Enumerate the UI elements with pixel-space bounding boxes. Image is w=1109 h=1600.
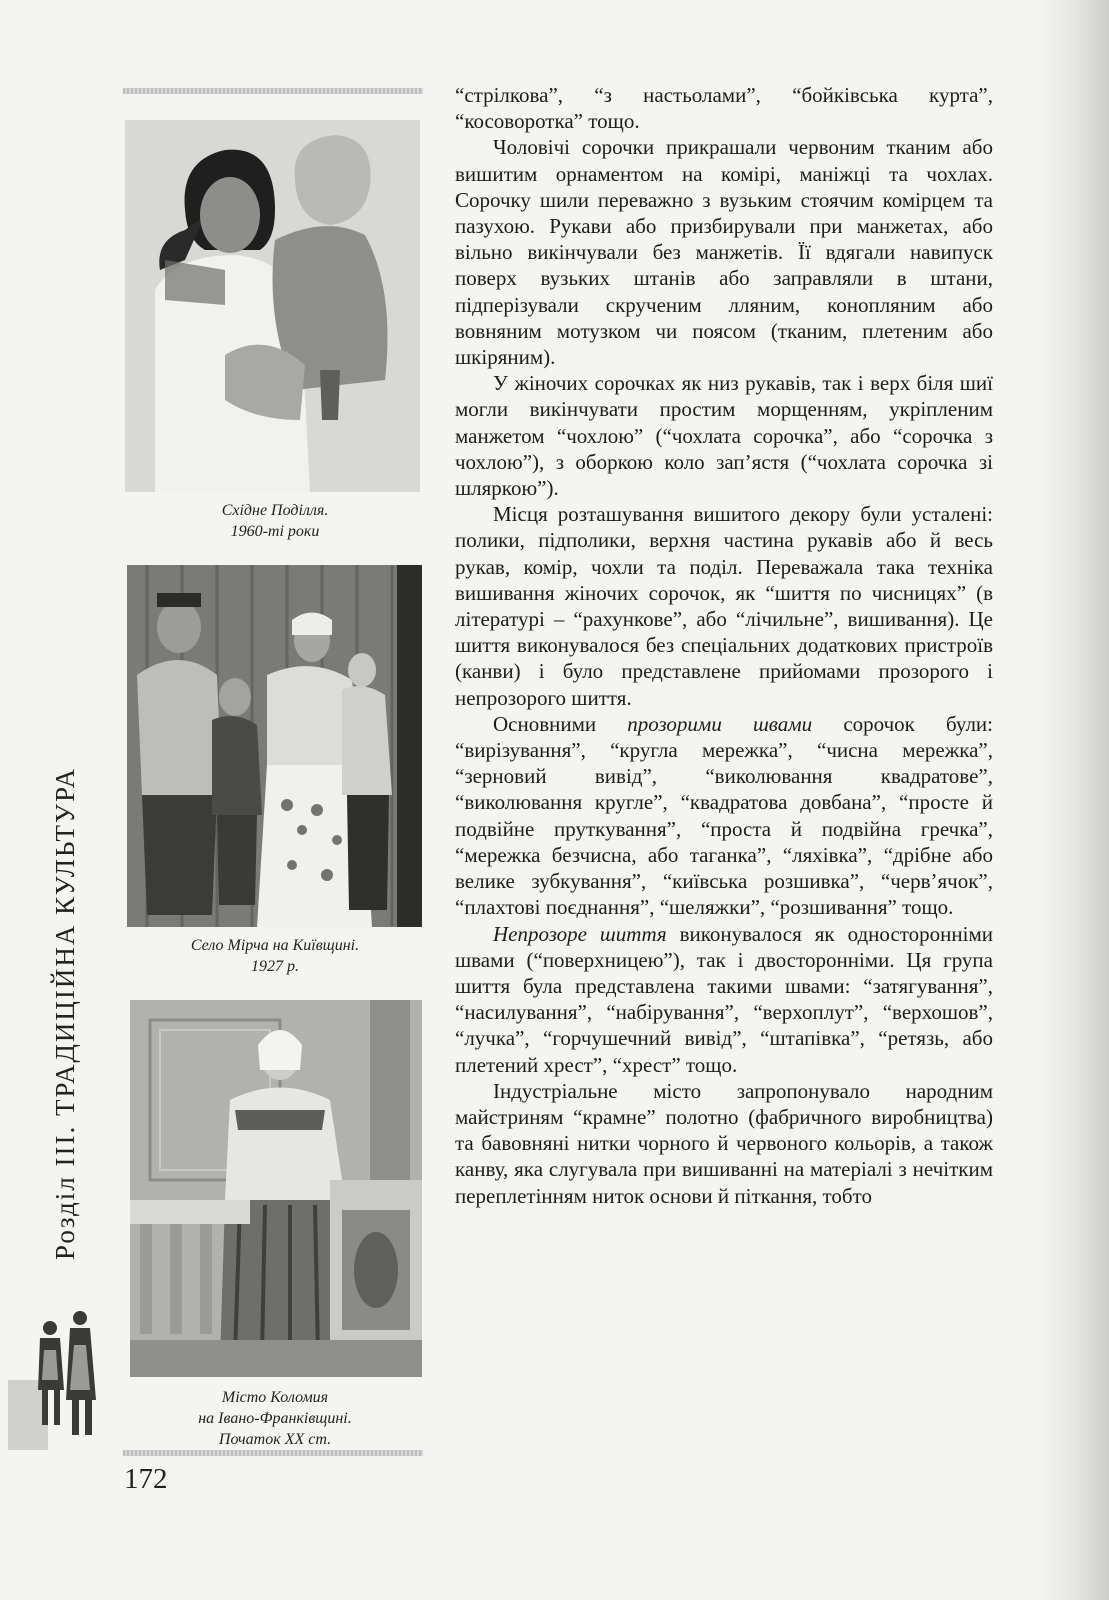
caption-line: Початок XX ст. [218,1431,332,1448]
photo-woman-with-child [125,120,420,492]
paragraph: У жіночих сорочках як низ рукавів, так і верх біля шиї могли викінчувати простим морщенням, укріпленим манжетом “чохлою” (“чохлата сорочка”, або “сорочка з чохлою”), з оборкою коло зап’ястя (“чохлата сорочка зі шляркою”). [455,371,993,501]
paragraph-lead: Основними [493,711,628,736]
emphasis-term: Непрозоре шиття [493,921,667,946]
caption-line: на Івано-Франківщині. [198,1410,352,1427]
paragraph: Індустріальне місто запропонувало народним майстриням “крамне” полотно (фабричного виробництва) та бавовняні нитки чорного й червоного кольорів, а також канву, яка слугувала при вишиванні на матеріалі з нечітким переплетінням ниток основи й піткання, тобто [455,1078,993,1208]
emphasis-term: прозорими швами [627,711,813,736]
caption-line: 1927 р. [251,958,299,975]
main-text-column [455,82,993,1209]
paragraph-rest: сорочок були: “вирізування”, “кругла мережка”, “чисна мережка”, “зерновий вивід”, “виколювання квадратове”, “виколювання кругле”, “квадратова довбана”, “просте й подвійне пруткування”, “проста й подвійна гречка”, “мережка безчисна, або таганка”, “ляхівка”, “дрібне або велике зубкування”, “київська розшивка”, “черв’ячок”, “плахтові поєднання”, “шеляжки”, “розшивання” тощо. [455,711,993,920]
paragraph [455,921,993,1078]
paragraph: “стрілкова”, “з настьолами”, “бойківська курта”, “косоворотка” тощо. [455,83,993,134]
photo-family-group [127,565,422,927]
caption-figure-3 [125,1387,425,1450]
bottom-divider [123,1450,423,1456]
folk-figures-ornament [8,1300,108,1450]
page-number: 172 [124,1463,168,1495]
caption-figure-2 [125,935,425,977]
caption-line: Місто Коломия [221,1389,329,1406]
paragraph-rest: виконувалося як односторонніми швами (“поверхницею”), так і двосторонніми. Ця група шиття була представлена такими швами: “затягування”, “насилування”, “набірування”, “верхоплут”, “верхошов”, “лучка”, “горчушечний вивід”, “штапівка”, “ретязь, або плетений хрест”, “хрест” тощо. [455,921,993,1077]
paragraph [455,711,993,921]
section-title-vertical: Розділ III. ТРАДИЦІЙНА КУЛЬТУРА [50,766,80,1260]
caption-line: Східне Поділля. [221,502,329,519]
paragraph: Чоловічі сорочки прикрашали червоним тканим або вишитим орнаментом на комірі, маніжці та чохлах. Сорочку шили переважно з вузьким стоячим комірцем та пазухою. Рукави або призбирували при манжетах, або вільно викінчували без манжетів. Її вдягали навипуск поверх вузьких штанів або заправляли в штани, підперізували скрученим лляним, конопляним або вовняним мотузком чи поясом (тканим, плетеним або шкіряним). [455,135,993,370]
top-divider [123,88,423,94]
caption-line: 1960-ті роки [230,523,320,540]
caption-figure-1 [125,500,425,542]
photo-woman-in-costume [130,1000,422,1377]
page-spine-shadow [1039,0,1109,1600]
caption-line: Село Мірча на Київщині. [190,937,360,954]
paragraph: Місця розташування вишитого декору були усталені: полики, підполики, верхня частина рукавів або й весь рукав, комір, чохли та поділ. Переважала така техніка вишивання жіночих сорочок, як “шиття по чисницях” (в літературі – “рахункове”, або “лічильне”, вишивання). Це шиття виконувалося без спеціальних додаткових пристроїв (канви) і було представлене прийомами прозорого і непрозорого шиття. [455,502,993,710]
